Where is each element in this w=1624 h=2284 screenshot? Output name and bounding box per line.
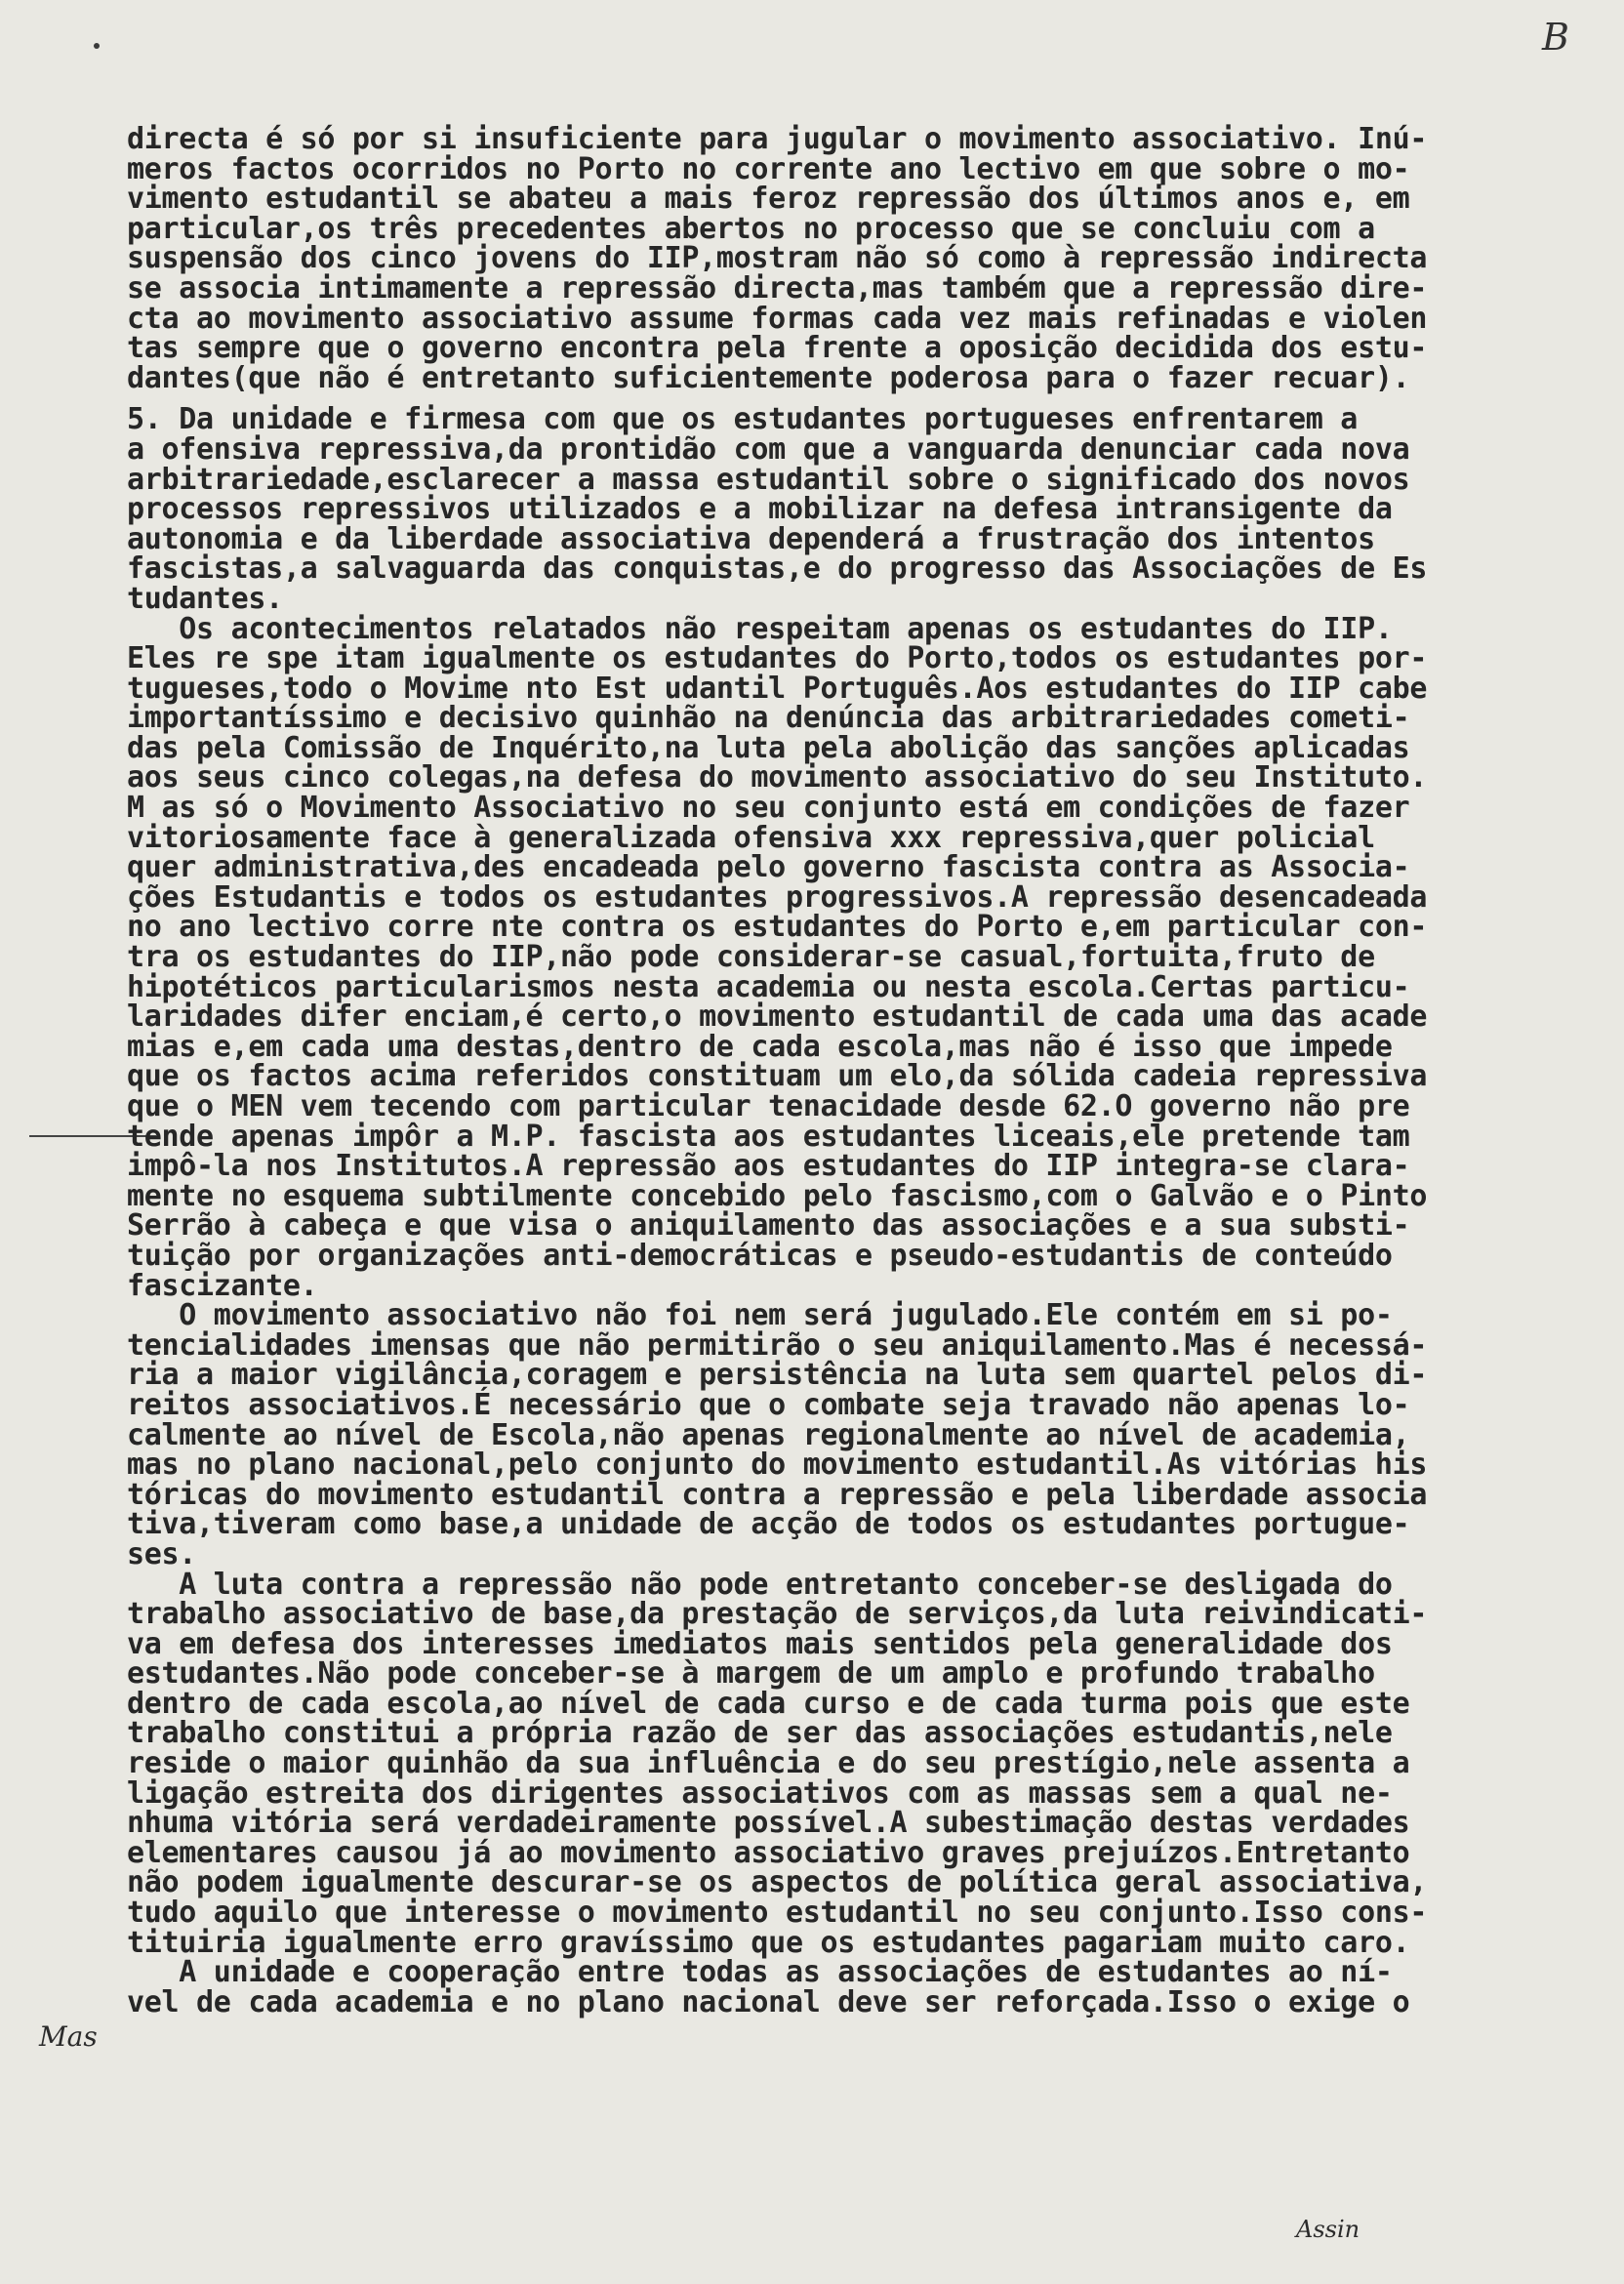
text-line: calmente ao nível de Escola,não apenas regionalmente ao nível de academia, <box>127 1417 1410 1452</box>
page-mark: B <box>1542 16 1569 59</box>
text-line: 5. Da unidade e firmesa com que os estudantes portugueses enfrentarem a <box>127 402 1359 437</box>
text-line: que o MEN vem tecendo com particular tenacidade desde 62.O governo não pre <box>127 1089 1410 1123</box>
text-line: autonomia e da liberdade associativa dependerá a frustração dos intentos <box>127 521 1375 556</box>
text-line: aos seus cinco colegas,na defesa do movimento associativo do seu Instituto. <box>127 760 1428 795</box>
text-line: fascistas,a salvaguarda das conquistas,e do progresso das Associações de Es <box>127 551 1428 587</box>
text-line: das pela Comissão de Inquérito,na luta pela abolição das sanções aplicadas <box>127 730 1410 765</box>
text-line: dentro de cada escola,ao nível de cada curso e de cada turma pois que este <box>127 1686 1410 1721</box>
text-line: a ofensiva repressiva,da prontidão com que a vanguarda denunciar cada nova <box>127 431 1410 467</box>
text-line: cta ao movimento associativo assume formas cada vez mais refinadas e violen <box>127 301 1428 336</box>
text-line: não podem igualmente descurar-se os aspectos de política geral associativa, <box>127 1865 1428 1900</box>
text-line: ses. <box>127 1536 197 1571</box>
text-line: dantes(que não é entretanto suficientemente poderosa para o fazer recuar). <box>127 360 1410 395</box>
text-line: tituiria igualmente erro gravíssimo que os estudantes pagariam muito caro. <box>127 1925 1410 1960</box>
text-line: O movimento associativo não foi nem será jugulado.Ele contém em si po- <box>127 1298 1393 1333</box>
text-line: directa é só por si insuficiente para jugular o movimento associativo. Inú- <box>127 122 1428 156</box>
text-line: tas sempre que o governo encontra pela frente a oposição decidida dos estu- <box>127 331 1428 366</box>
text-line: Os acontecimentos relatados não respeitam apenas os estudantes do IIP. <box>127 611 1393 646</box>
text-line: fascizante. <box>127 1268 318 1303</box>
text-line: A luta contra a repressão não pode entretanto conceber-se desligada do <box>127 1567 1393 1602</box>
text-line: suspensão dos cinco jovens do IIP,mostram não só como à repressão indirecta <box>127 241 1428 276</box>
text-line: reside o maior quinhão da sua influência e do seu prestígio,nele assenta a <box>127 1746 1410 1781</box>
text-line: vitoriosamente face à generalizada ofensiva xxx repressiva,quer policial <box>127 820 1375 855</box>
text-line: hipotéticos particularismos nesta academia ou nesta escola.Certas particu- <box>127 969 1410 1004</box>
text-line: M as só o Movimento Associativo no seu conjunto está em condições de fazer <box>127 791 1410 826</box>
text-line: tende apenas impôr a M.P. fascista aos estudantes liceais,ele pretende tam <box>127 1119 1410 1154</box>
text-line: tugueses,todo o Movime nto Est udantil Português.Aos estudantes do IIP cabe <box>127 671 1428 706</box>
text-line: tudantes. <box>127 581 283 616</box>
text-line: va em defesa dos interesses imediatos mais sentidos pela generalidade dos <box>127 1626 1393 1661</box>
text-line: se associa intimamente a repressão directa,mas também que a repressão dire- <box>127 270 1428 306</box>
handwritten-margin-note: Mas <box>39 2020 98 2053</box>
text-line: tencialidades imensas que não permitirão o seu aniquilamento.Mas é necessá- <box>127 1327 1428 1363</box>
text-line: laridades difer enciam,é certo,o movimento estudantil de cada uma das acade <box>127 999 1428 1035</box>
text-line: A unidade e cooperação entre todas as associações de estudantes ao ní- <box>127 1955 1393 1990</box>
text-line: tudo aquilo que interesse o movimento estudantil no seu conjunto.Isso cons- <box>127 1896 1428 1931</box>
text-line: tra os estudantes do IIP,não pode considerar-se casual,fortuita,fruto de <box>127 940 1375 975</box>
text-line: quer administrativa,des encadeada pelo governo fascista contra as Associa- <box>127 850 1410 885</box>
text-line: processos repressivos utilizados e a mobilizar na defesa intransigente da <box>127 492 1393 527</box>
dust-speck <box>94 43 100 49</box>
text-line: vimento estudantil se abateu a mais feroz repressão dos últimos anos e, em <box>127 182 1410 217</box>
text-line: trabalho constitui a própria razão de ser das associações estudantis,nele <box>127 1716 1393 1751</box>
text-line: trabalho associativo de base,da prestação de serviços,da luta reivindicati- <box>127 1597 1428 1632</box>
handwritten-scribble: Assin <box>1296 2216 1360 2243</box>
text-line: no ano lectivo corre nte contra os estudantes do Porto e,em particular con- <box>127 910 1428 945</box>
text-line: elementares causou já ao movimento associativo graves prejuízos.Entretanto <box>127 1835 1410 1870</box>
text-line: nhuma vitória será verdadeiramente possível.A subestimação destas verdades <box>127 1806 1410 1841</box>
text-line: ria a maior vigilância,coragem e persistência na luta sem quartel pelos di- <box>127 1358 1428 1393</box>
text-line: reitos associativos.É necessário que o combate seja travado não apenas lo- <box>127 1387 1410 1422</box>
text-line: Serrão à cabeça e que visa o aniquilamento das associações e a sua substi- <box>127 1208 1410 1244</box>
text-line: meros factos ocorridos no Porto no corrente ano lectivo em que sobre o mo- <box>127 151 1410 186</box>
text-line: ções Estudantis e todos os estudantes progressivos.A repressão desencadeada <box>127 879 1428 915</box>
typed-text-body <box>127 122 1620 2019</box>
text-line: particular,os três precedentes abertos no processo que se concluiu com a <box>127 211 1375 246</box>
text-line: mias e,em cada uma destas,dentro de cada escola,mas não é isso que impede <box>127 1029 1393 1064</box>
text-line: ligação estreita dos dirigentes associativos com as massas sem a qual ne- <box>127 1775 1393 1811</box>
text-line: importantíssimo e decisivo quinhão na denúncia das arbitrariedades cometi- <box>127 701 1410 736</box>
text-line: mas no plano nacional,pelo conjunto do movimento estudantil.As vitórias his <box>127 1448 1428 1483</box>
text-line: tiva,tiveram como base,a unidade de acção de todos os estudantes portugue- <box>127 1507 1410 1542</box>
text-line: tuição por organizações anti-democráticas e pseudo-estudantis de conteúdo <box>127 1238 1393 1273</box>
text-line: tóricas do movimento estudantil contra a repressão e pela liberdade associa <box>127 1477 1428 1512</box>
text-line: que os factos acima referidos constituam um elo,da sólida cadeia repressiva <box>127 1059 1428 1094</box>
text-line: estudantes.Não pode conceber-se à margem de um amplo e profundo trabalho <box>127 1656 1375 1692</box>
text-line: arbitrariedade,esclarecer a massa estudantil sobre o significado dos novos <box>127 462 1410 497</box>
text-line: Eles re spe itam igualmente os estudantes do Porto,todos os estudantes por- <box>127 641 1428 676</box>
text-line: mente no esquema subtilmente concebido pelo fascismo,com o Galvão e o Pinto <box>127 1178 1428 1213</box>
text-line: vel de cada academia e no plano nacional deve ser reforçada.Isso o exige o <box>127 1984 1410 2019</box>
text-line: impô-la nos Institutos.A repressão aos estudantes do IIP integra-se clara- <box>127 1149 1410 1184</box>
